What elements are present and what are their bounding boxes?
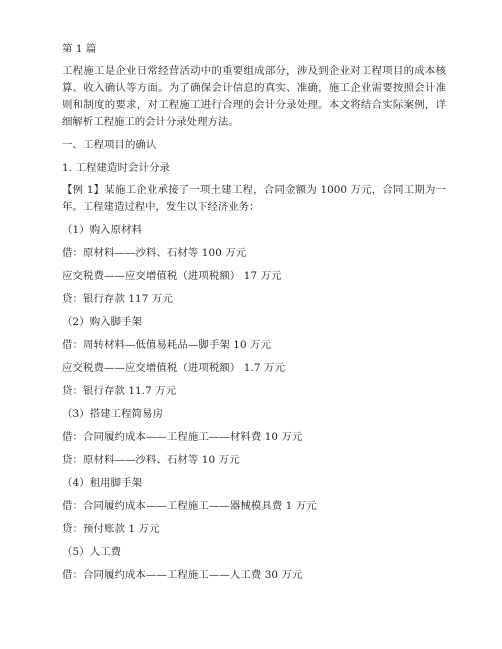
entry-line: 贷：银行存款 11.7 万元 <box>62 385 177 397</box>
entry-line: 借：合同履约成本——工程施工——人工费 30 万元 <box>62 569 303 581</box>
entry-line: 借：原材料——沙料、石材等 100 万元 <box>62 247 247 259</box>
entry-line: 借：周转材料—低值易耗品—脚手架 10 万元 <box>62 339 272 351</box>
entry-line: （3）搭建工程简易房 <box>62 408 164 420</box>
entry-line: 借：合同履约成本——工程施工——材料费 10 万元 <box>62 431 303 443</box>
entry-line: 贷：原材料——沙料、石材等 10 万元 <box>62 454 240 466</box>
subsection-heading: 1. 工程建造时会计分录 <box>62 162 170 174</box>
entry-line: （1）购入原材料 <box>62 224 143 236</box>
entry-line: （5）人工费 <box>62 546 122 558</box>
entry-line: （2）购入脚手架 <box>62 316 143 328</box>
entry-line: 借：合同履约成本——工程施工——器械模具费 1 万元 <box>62 500 317 512</box>
entry-line: 应交税费——应交增值税（进项税额） 1.7 万元 <box>62 362 285 374</box>
part-title: 第 1 篇 <box>62 43 97 55</box>
section-heading: 一、工程项目的确认 <box>62 139 157 151</box>
entry-line: （4）租用脚手架 <box>62 477 143 489</box>
entry-line: 贷：预付账款 1 万元 <box>62 523 160 535</box>
entry-line: 贷：银行存款 117 万元 <box>62 293 173 305</box>
entry-line: 应交税费——应交增值税（进项税额） 17 万元 <box>62 270 282 282</box>
example-paragraph: 【例 1】某施工企业承接了一项土建工程，合同金额为 1000 万元，合同工期为一年。工程建造过程中，发生以下经济业务： <box>62 184 446 213</box>
document-body <box>62 40 446 589</box>
intro-paragraph: 工程施工是企业日常经营活动中的重要组成部分，涉及到企业对工程项目的成本核算、收入确认等方面。为了确保会计信息的真实、准确，施工企业需要按照会计准则和制度的要求，对工程施工进行合理的会计分录处理。本文将结合实际案例，详细解析工程施工的会计分录处理方法。 <box>62 65 446 128</box>
